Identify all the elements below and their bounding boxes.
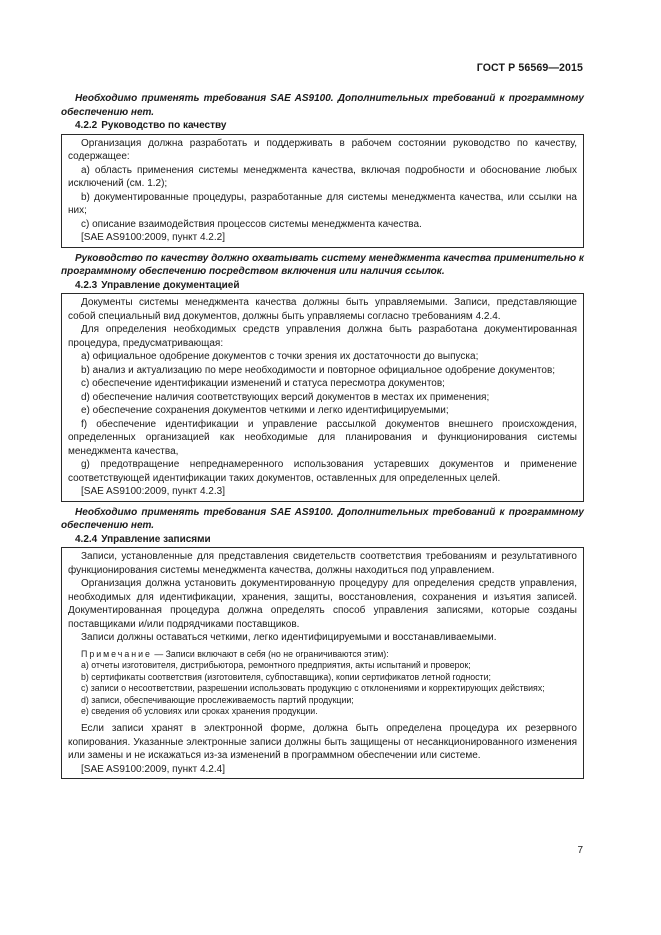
list-item: d) обеспечение наличия соответствующих версий документов в местах их применения; bbox=[81, 391, 490, 403]
standard-header: ГОСТ Р 56569—2015 bbox=[476, 62, 583, 74]
note-item: b) сертификаты соответствия (изготовителя, субпоставщика), копии сертификатов летной годности; bbox=[81, 671, 491, 682]
section-title: Управление записями bbox=[101, 533, 211, 545]
page-content bbox=[61, 92, 584, 783]
section-number: 4.2.2 bbox=[75, 120, 98, 131]
paragraph: Записи, установленные для представления свидетельств соответствия требованиям и результативного функционирования системы менеджмента качества, должны находиться под управлением. bbox=[68, 551, 577, 576]
list-item: b) анализ и актуализацию по мере необходимости и повторное официальное одобрение документов; bbox=[81, 364, 556, 376]
section-number: 4.2.3 bbox=[75, 279, 98, 291]
paragraph: Документы системы менеджмента качества должны быть управляемыми. Записи, представляющие собой специальный вид документов, должны быть управляемы согласно требованиям 4.2.4. bbox=[68, 297, 577, 322]
note-heading bbox=[68, 649, 577, 661]
note-item: c) записи о несоответствии, разрешении использовать продукцию с отклонениями и корректирующих действиях; bbox=[81, 683, 545, 694]
note-text: — Записи включают в себя (но не ограничиваются этим): bbox=[151, 648, 389, 659]
section-number: 4.2.4 bbox=[75, 533, 98, 545]
note-item: d) записи, обеспечивающие прослеживаемость партий продукции; bbox=[81, 694, 354, 705]
section-title: Управление документацией bbox=[101, 279, 240, 291]
page-number: 7 bbox=[577, 845, 583, 856]
paragraph: Организация должна разработать и поддерживать в рабочем состоянии руководство по качеству, содержащее: bbox=[68, 137, 577, 162]
note-label: Примечание bbox=[81, 648, 152, 659]
section-title: Руководство по качеству bbox=[101, 120, 227, 131]
reference: [SAE AS9100:2009, пункт 4.2.4] bbox=[81, 763, 225, 775]
list-item: b) документированные процедуры, разработанные для системы менеджмента качества, или ссылки на них; bbox=[68, 191, 577, 216]
paragraph: Организация должна установить документированную процедуру для определения средств управления, необходимых для идентификации, хранения, защиты, восстановления, сохранения и изъятия записей. Документированная процедура должна определять способ управления записями, которые созданы поставщиками и/или подрядчиками поставщиков. bbox=[68, 578, 577, 630]
quote-box-4-2-4 bbox=[61, 547, 584, 779]
list-item: e) обеспечение сохранения документов четкими и легко идентифицируемыми; bbox=[81, 405, 449, 416]
reference: [SAE AS9100:2009, пункт 4.2.2] bbox=[81, 232, 225, 243]
list-item: g) предотвращение непреднамеренного использования устаревших документов и применение соответствующей идентификации таких документов, оставленных для определенных целей. bbox=[68, 459, 577, 484]
quote-box-4-2-3 bbox=[61, 293, 584, 502]
quote-box-4-2-2 bbox=[61, 134, 584, 248]
list-item: c) обеспечение идентификации изменений и статуса пересмотра документов; bbox=[81, 378, 445, 389]
reference: [SAE AS9100:2009, пункт 4.2.3] bbox=[81, 486, 225, 497]
list-item: f) обеспечение идентификации и управление рассылкой документов внешнего происхождения, определенных организацией как необходимые для планирования и функционирования системы менеджмента качества, bbox=[68, 418, 577, 457]
note-item: a) отчеты изготовителя, дистрибьютора, ремонтного предприятия, акты испытаний и проверок; bbox=[81, 660, 471, 671]
paragraph: Для определения необходимых средств управления должна быть разработана документированная процедура, предусматривающая: bbox=[68, 324, 577, 349]
note-item: e) сведения об условиях или сроках хранения продукции. bbox=[81, 706, 318, 717]
paragraph: Записи должны оставаться четкими, легко идентифицируемыми и восстанавливаемыми. bbox=[81, 632, 497, 643]
list-item: c) описание взаимодействия процессов системы менеджмента качества. bbox=[81, 218, 422, 230]
note-software-2: Руководство по качеству должно охватывать систему менеджмента качества применительно к программному обеспечению посредством включения или наличия ссылок. bbox=[61, 252, 584, 277]
section-heading-4-2-3 bbox=[61, 279, 584, 293]
note-software-1: Необходимо применять требования SAE AS9100. Дополнительных требований к программному обеспечению нет. bbox=[61, 93, 584, 118]
note-software-3: Необходимо применять требования SAE AS9100. Дополнительных требований к программному обеспечению нет. bbox=[61, 506, 584, 531]
section-heading-4-2-4 bbox=[61, 533, 584, 547]
paragraph: Если записи хранят в электронной форме, должна быть определена процедура их резервного копирования. Указанные электронные записи должны быть защищены от несанкционированного изменения или замены и не искажаться из-за изменений в программном обеспечении или системе. bbox=[68, 723, 577, 762]
section-heading-4-2-2 bbox=[61, 119, 584, 133]
list-item: a) официальное одобрение документов с точки зрения их достаточности до выпуска; bbox=[81, 351, 479, 362]
list-item: a) область применения системы менеджмента качества, включая подробности и обоснование любых исключений (см. 1.2); bbox=[68, 164, 577, 189]
